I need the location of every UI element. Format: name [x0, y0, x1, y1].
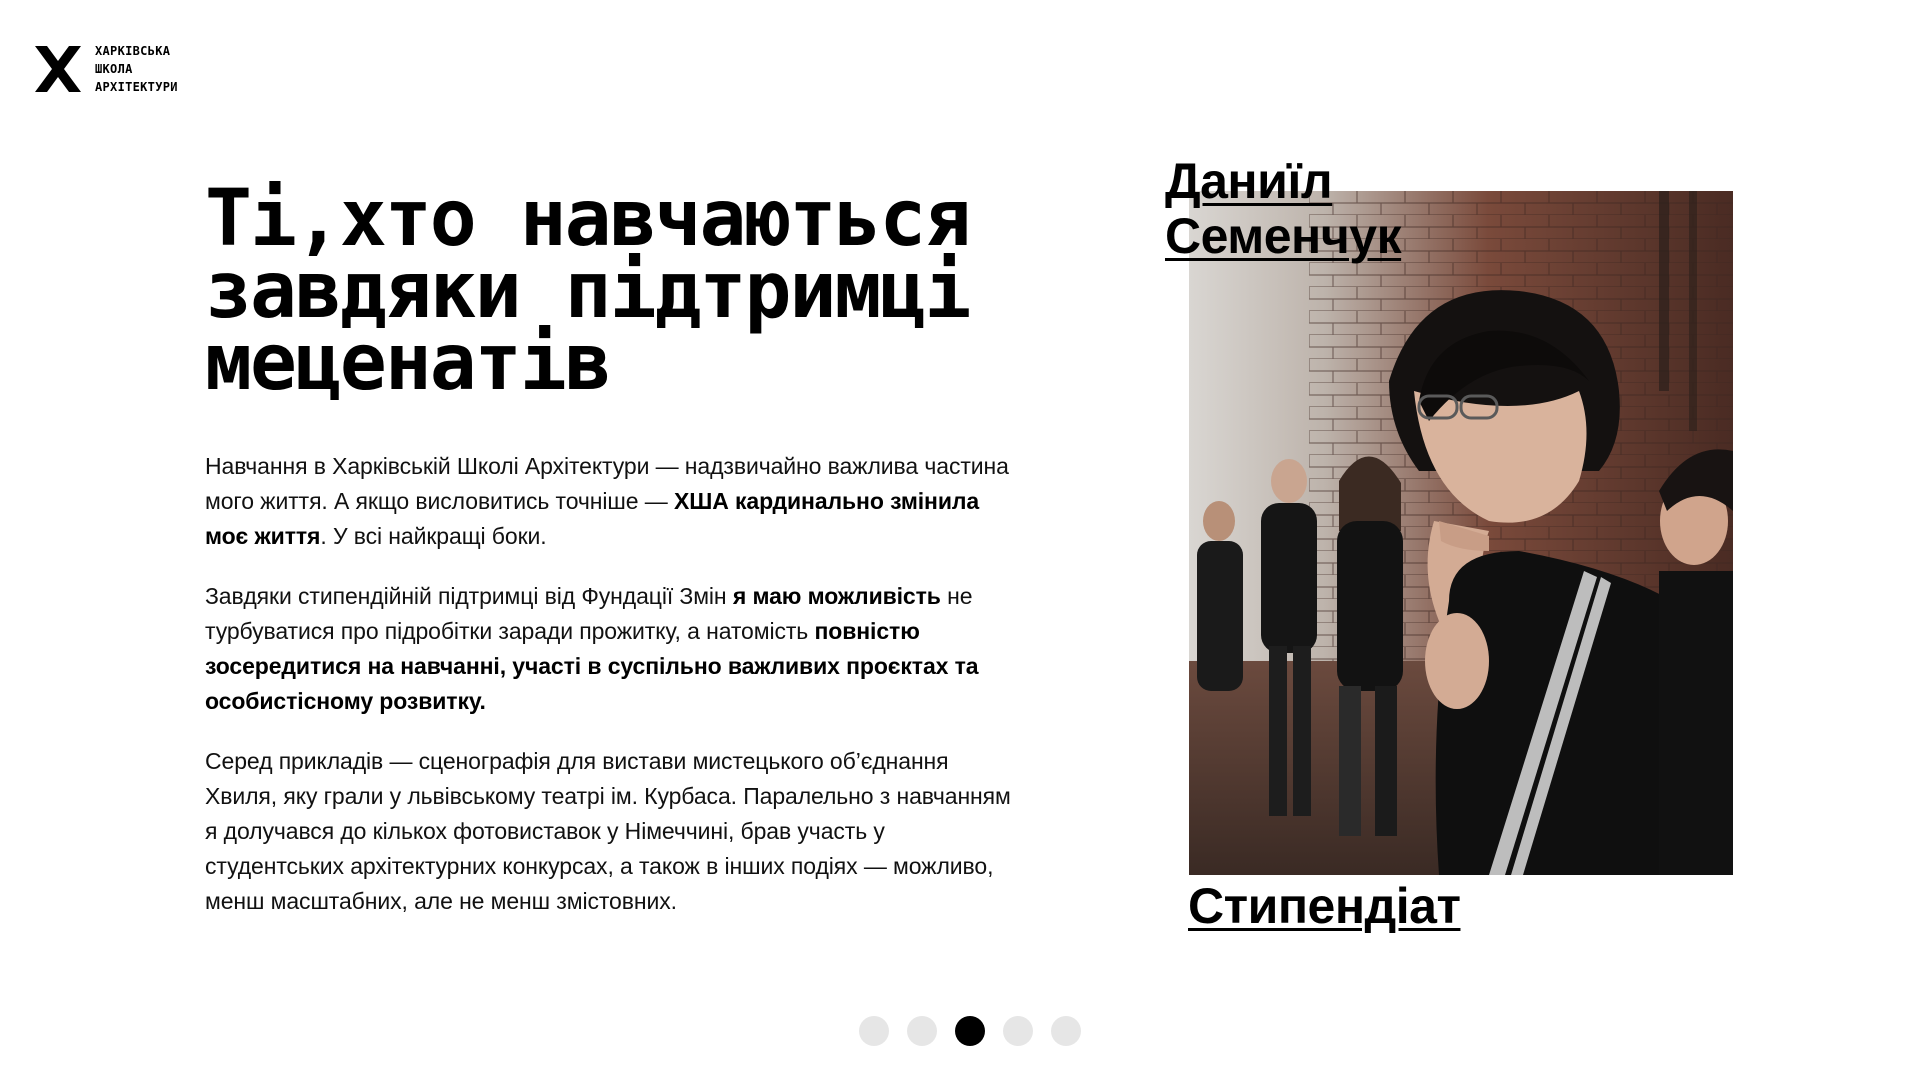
- title-line: Ті,хто навчаються: [205, 174, 970, 264]
- photo-illustration: [1189, 191, 1733, 875]
- emphasis: ХША кардинально змінила моє життя: [205, 488, 980, 549]
- x-mark-icon: [33, 44, 83, 94]
- testimonial-text: [205, 449, 1020, 919]
- text-run: не турбуватися про підробітки заради прожитку, а натомість: [205, 583, 973, 644]
- text-run: Завдяки стипендійній підтримці від Фундації Змін: [205, 583, 733, 609]
- pagination-dot-1[interactable]: [859, 1016, 889, 1046]
- student-name[interactable]: [1165, 154, 1401, 264]
- story-section: [205, 174, 1020, 919]
- student-role[interactable]: Стипендіат: [1188, 878, 1461, 934]
- student-last-name: Семенчук: [1165, 208, 1402, 264]
- title-line: меценатів: [205, 318, 610, 408]
- pagination-dot-4[interactable]: [1003, 1016, 1033, 1046]
- title-line: завдяки підтримці: [205, 246, 970, 336]
- paragraph-2: [205, 579, 1020, 719]
- logo-line: АРХІТЕКТУРИ: [95, 80, 178, 94]
- pagination-dot-2[interactable]: [907, 1016, 937, 1046]
- student-photo: [1189, 191, 1733, 875]
- text-run: Серед прикладів — сценографія для вистави мистецького об’єднання Хвиля, яку грали у львівському театрі ім. Курбаса. Паралельно з навчанням я долучався до кількох фотовиставок у Німеччині, брав участь у студентських архітектурних конкурсах, а також в інших подіях — можливо, менш масштабних, але не менш змістовних.: [205, 748, 1011, 914]
- school-logo[interactable]: [33, 42, 178, 96]
- logo-line: ХАРКІВСЬКА: [95, 44, 171, 58]
- paragraph-1: [205, 449, 1020, 554]
- emphasis: я маю можливість: [732, 583, 941, 609]
- slider-pagination: [859, 1016, 1081, 1046]
- emphasis: повністю зосередитися на навчанні, участі в суспільно важливих проєктах та особистісному розвитку.: [205, 618, 979, 714]
- logo-line: ШКОЛА: [95, 62, 133, 76]
- text-run: Навчання в Харківській Школі Архітектури — надзвичайно важлива частина мого життя. А якщо висловитись точніше —: [205, 453, 1009, 514]
- paragraph-3: [205, 744, 1020, 919]
- pagination-dot-5[interactable]: [1051, 1016, 1081, 1046]
- page-title: [205, 174, 1020, 408]
- text-run: . У всі найкращі боки.: [320, 523, 547, 549]
- student-first-name: Даниїл: [1165, 153, 1333, 209]
- pagination-dot-3[interactable]: [955, 1016, 985, 1046]
- logo-wordmark: [95, 42, 178, 96]
